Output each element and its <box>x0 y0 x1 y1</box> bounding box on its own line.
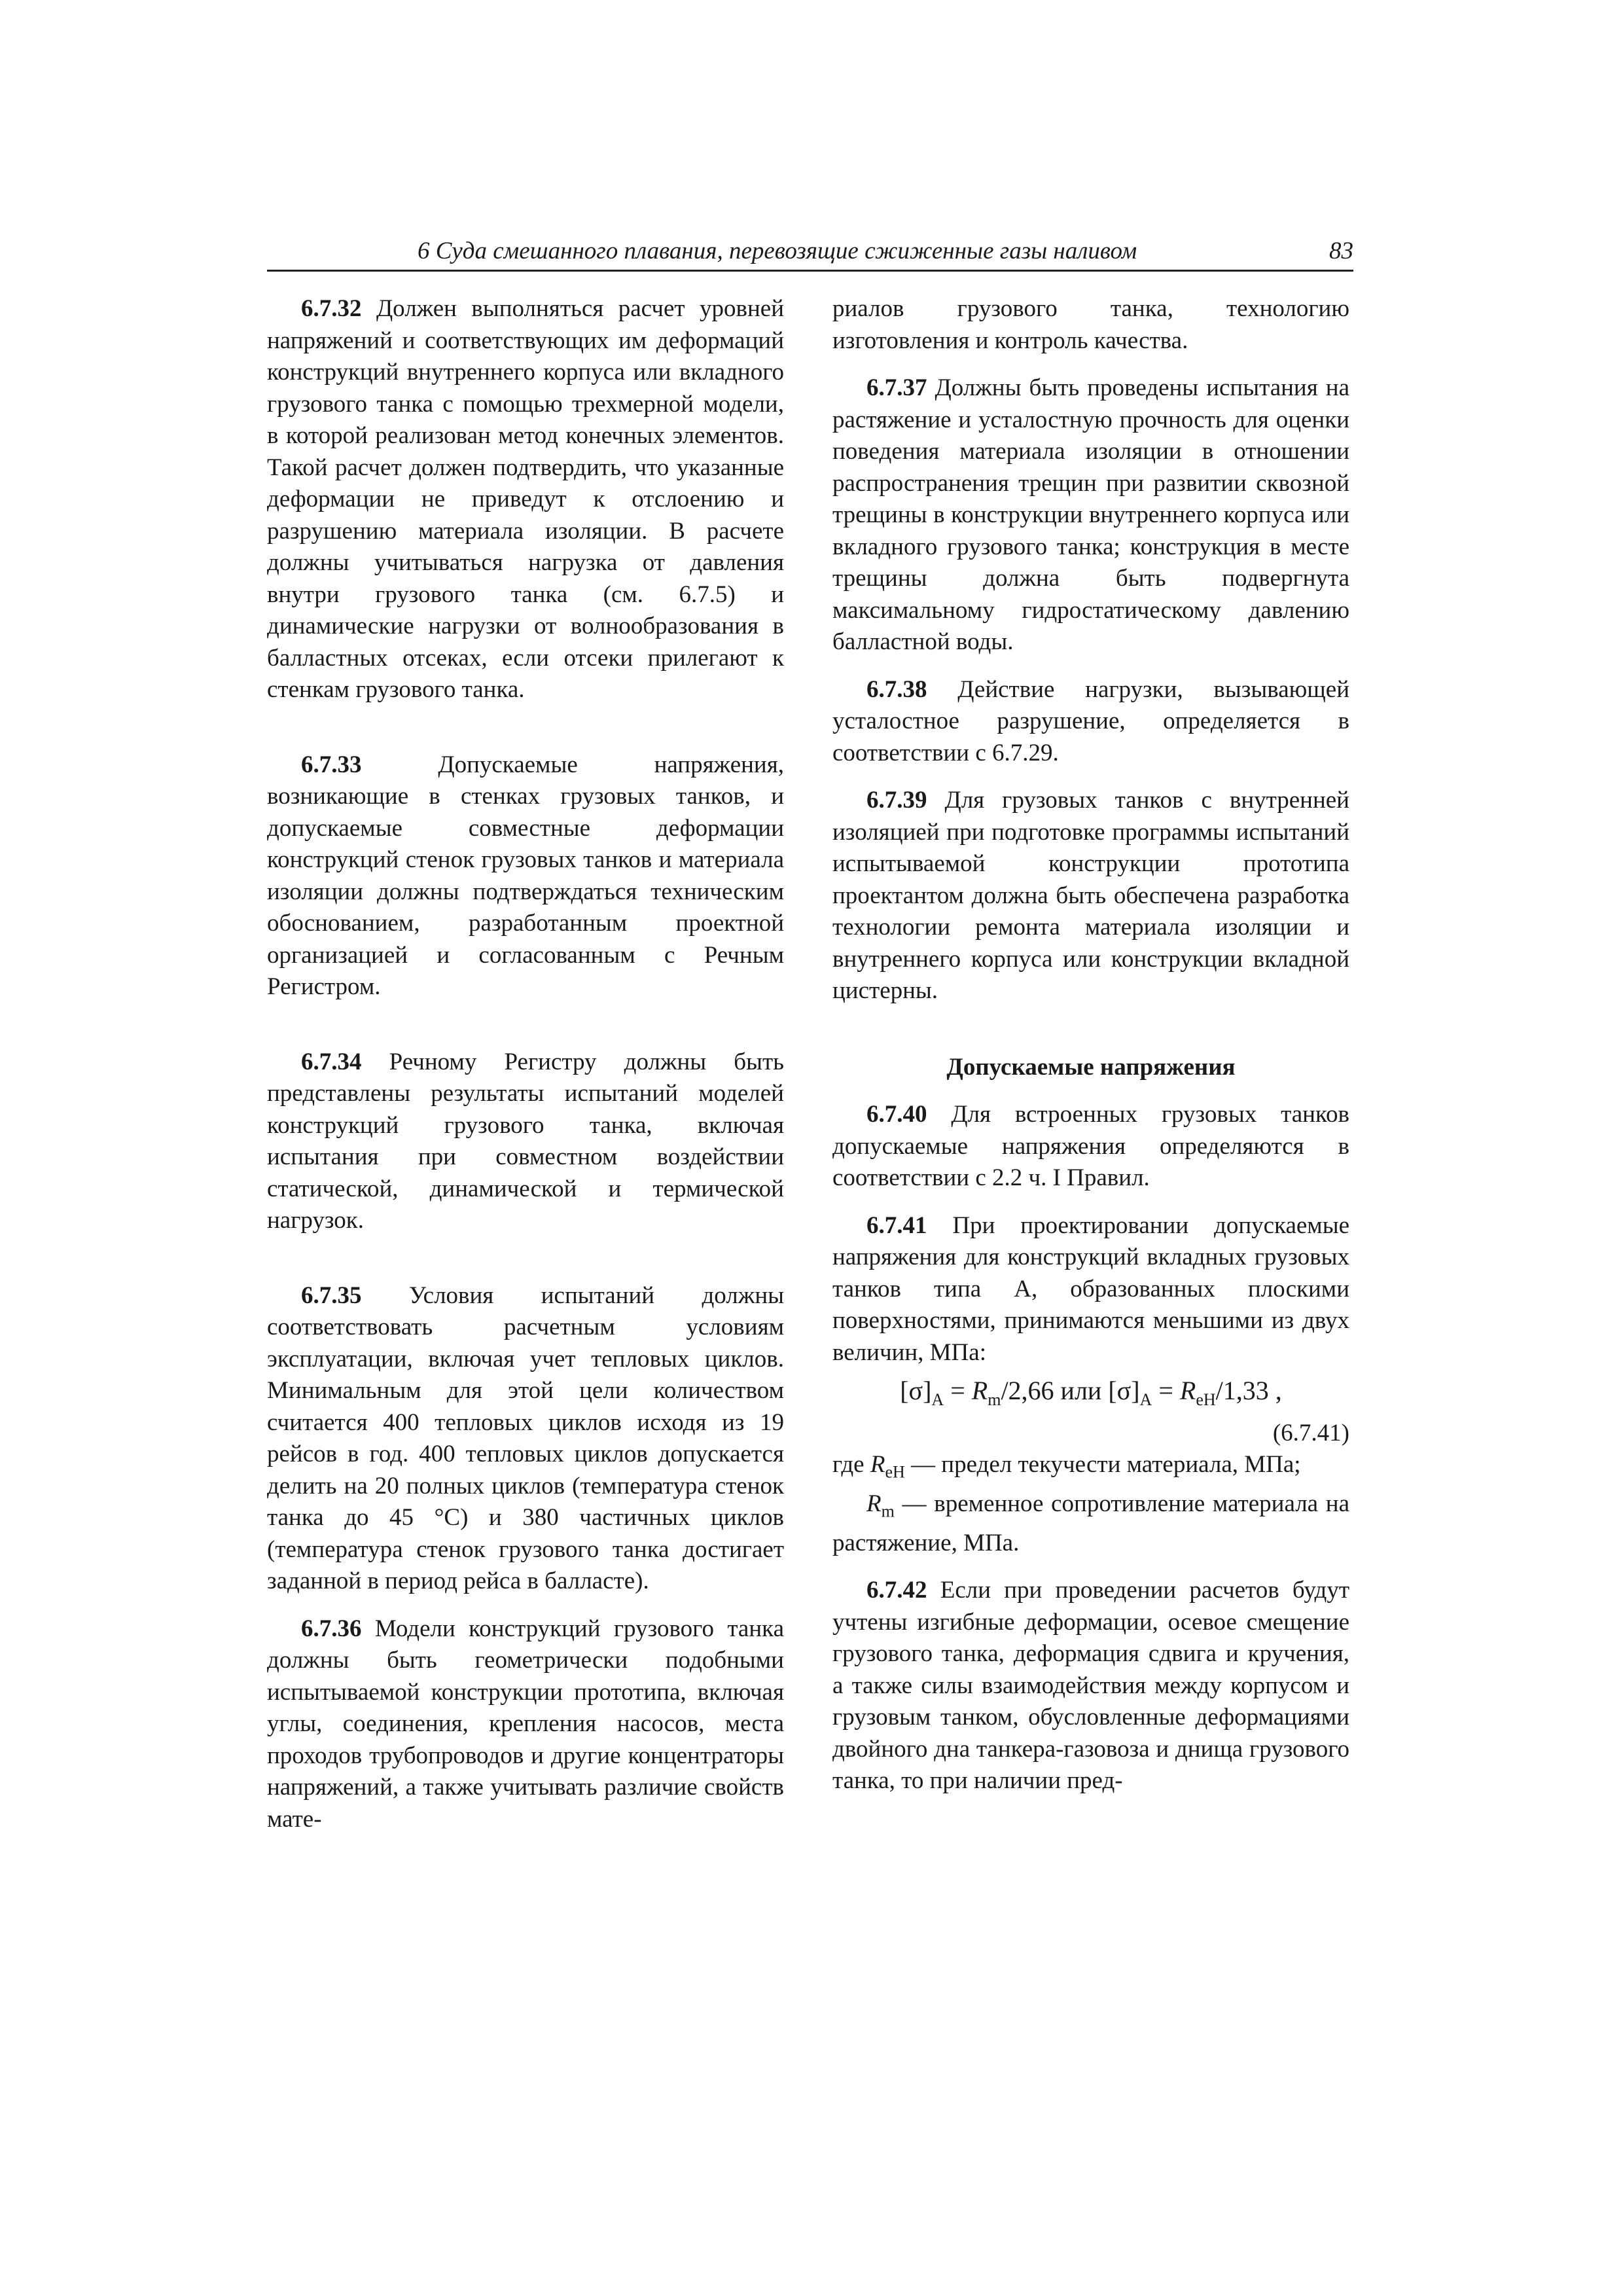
clause-text: При проектировании допускаемые напряжения для конструкций вкладных грузовых танков типа А, образованных плоскими поверхностями, принимаются меньшими из двух величин, МПа: <box>832 1211 1349 1366</box>
paragraph-6-7-42 <box>832 1575 1349 1797</box>
formula-subscript: eH <box>1196 1390 1216 1409</box>
clause-text: Должны быть проведены испытания на растяжение и усталостную прочность для оценки поведения материала изоляции в отношении распространения трещин при развитии сквозной трещины в конструкции внутреннего корпуса или вкладного грузового танка; конструкция в месте трещины должна быть подвергнута максимальному гидростатическому давлению балластной воды. <box>832 374 1349 655</box>
definition-reh <box>832 1449 1349 1488</box>
clause-number: 6.7.35 <box>301 1282 362 1309</box>
paragraph-6-7-41 <box>832 1210 1349 1369</box>
right-column <box>832 293 1349 1797</box>
clause-number: 6.7.36 <box>301 1615 362 1642</box>
clause-text: Должен выполняться расчет уровней напряжений и соответствующих им деформаций конструкций внутреннего корпуса или вкладного грузового танка с помощью трехмерной модели, в которой реализован метод конечных элементов. Такой расчет должен подтвердить, что указанные деформации не приведут к отслоению и разрушению материала изоляции. В расчете должны учитываться нагрузка от давления внутри грузового танка (см. 6.7.5) и динамические нагрузки от волнообразования в балластных отсеках, если отсеки прилегают к стенкам грузового танка. <box>267 295 784 703</box>
clause-text: Допускаемые напряжения, возникающие в стенках грузовых танков, и допускаемые совместные деформации конструкций стенок грузовых танков и материала изоляции должны подтверждаться техническим обоснованием, разработанным проектной организацией и согласованным с Речным Регистром. <box>267 751 784 1000</box>
definition-prefix: где <box>832 1451 870 1478</box>
definition-symbol <box>870 1451 905 1482</box>
formula-symbol-r: R <box>971 1376 988 1405</box>
formula-6-7-41 <box>832 1375 1349 1416</box>
formula-text: /2,66 или [σ] <box>1001 1376 1140 1405</box>
formula-subscript: m <box>988 1390 1001 1409</box>
definition-symbol <box>866 1490 895 1521</box>
paragraph-6-7-37 <box>832 372 1349 658</box>
clause-text: Для встроенных грузовых танков допускаемые напряжения определяются в соответствии с 2.2 ч. I Правил. <box>832 1101 1349 1191</box>
paragraph-6-7-34 <box>267 1047 784 1237</box>
paragraph-6-7-33 <box>267 749 784 1003</box>
clause-number: 6.7.38 <box>866 675 927 703</box>
clause-number: 6.7.40 <box>866 1101 927 1128</box>
definition-text: — временное сопротивление материала на растяжение, МПа. <box>832 1490 1349 1556</box>
clause-text: Речному Регистру должны быть представлены результаты испытаний моделей конструкций грузового танка, включая испытания при совместном воздействии статической, динамической и термической нагрузок. <box>267 1048 784 1234</box>
clause-number: 6.7.39 <box>866 787 927 814</box>
clause-number: 6.7.42 <box>866 1577 927 1604</box>
symbol-letter: R <box>866 1490 882 1517</box>
clause-text: Если при проведении расчетов будут учтены изгибные деформации, осевое смещение грузового танка, деформация сдвига и кручения, а также силы взаимодействия между корпусом и грузовым танком, обусловленные деформациями двойного дна танкера-газовоза и днища грузового танка, то при наличии пред- <box>832 1577 1349 1795</box>
symbol-letter: R <box>870 1451 885 1478</box>
header-title: 6 Суда смешанного плавания, перевозящие сжиженные газы наливом <box>418 238 1137 264</box>
running-header <box>267 233 1353 272</box>
formula-operator: = <box>944 1376 972 1405</box>
symbol-subscript: m <box>881 1501 895 1521</box>
clause-number: 6.7.33 <box>301 751 362 778</box>
definition-rm <box>832 1488 1349 1559</box>
formula-text: /1,33 , <box>1215 1376 1282 1405</box>
clause-number: 6.7.32 <box>301 295 362 322</box>
symbol-subscript: eH <box>885 1462 905 1482</box>
formula-subscript: A <box>1139 1390 1152 1409</box>
clause-text: Действие нагрузки, вызывающей усталостное разрушение, определяется в соответствии с 6.7.29. <box>832 675 1349 766</box>
clause-text: Модели конструкций грузового танка должны быть геометрически подобными испытываемой конструкции прототипа, включая углы, соединения, крепления насосов, места проходов трубопроводов и другие концентраторы напряжений, а также учитывать различие свойств мате- <box>267 1615 784 1833</box>
definition-text: — предел текучести материала, МПа; <box>904 1451 1301 1478</box>
section-heading: Допускаемые напряжения <box>946 1053 1236 1081</box>
paragraph-6-7-36-continued: риалов грузового танка, технологию изготовления и контроль качества. <box>832 295 1349 354</box>
paragraph-6-7-39 <box>832 785 1349 1007</box>
formula-number: (6.7.41) <box>1272 1419 1349 1446</box>
formula-symbol-r: R <box>1179 1376 1196 1405</box>
clause-number: 6.7.41 <box>866 1211 927 1239</box>
paragraph-6-7-35 <box>267 1280 784 1598</box>
paragraph-6-7-38 <box>832 674 1349 770</box>
clause-number: 6.7.34 <box>301 1048 362 1075</box>
left-column <box>267 293 784 1835</box>
formula-subscript: A <box>931 1390 944 1409</box>
clause-number: 6.7.37 <box>866 374 927 401</box>
paragraph-6-7-32 <box>267 293 784 706</box>
paragraph-6-7-40 <box>832 1099 1349 1194</box>
clause-text: Условия испытаний должны соответствовать расчетным условиям эксплуатации, включая учет тепловых циклов. Минимальным для этой цели количеством считается 400 тепловых циклов исходя из 19 рейсов в год. 400 тепловых циклов допускается делить на 20 полных циклов (температура стенок танка до 45 °С) и 380 частичных циклов (температура стенок грузового танка достигает заданной в период рейса в балласте). <box>267 1282 784 1594</box>
paragraph-6-7-36 <box>267 1613 784 1836</box>
formula-operator: = <box>1152 1376 1180 1405</box>
page-number: 83 <box>1329 238 1353 264</box>
clause-text: Для грузовых танков с внутренней изоляцией при подготовке программы испытаний испытываемой конструкции прототипа проектантом должна быть обеспечена разработка технологии ремонта материала изоляции и внутреннего корпуса или конструкции вкладной цистерны. <box>832 787 1349 1004</box>
formula-sigma: [σ] <box>900 1376 932 1405</box>
